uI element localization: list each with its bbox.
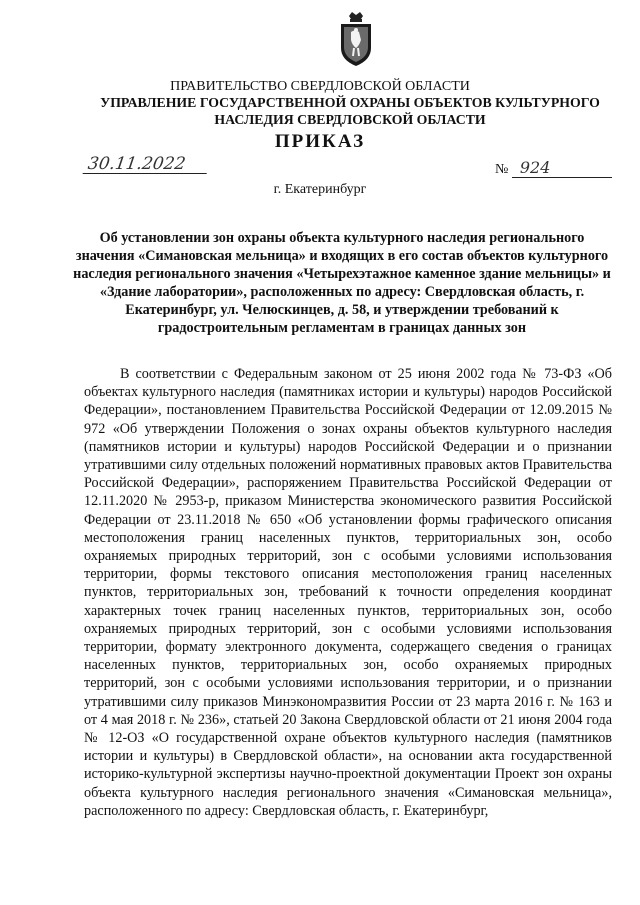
body-paragraph: В соответствии с Федеральным законом от 25 июня 2002 года № 73-ФЗ «Об объектах культурного наследия (памятниках истории и культуры) народов Российской Федерации», постановлением Правительства Российской Федерации от 12.09.2015 № 972 «Об утверждении Положения о зонах охраны объектов культурного наследия (памятников истории и культуры) народов Российской Федерации и о признании утратившими силу отдельных положений нормативных правовых актов Правительства Российской Федерации», распоряжением Правительства Российской Федерации от 12.11.2020 № 2953-р, приказом Министерства экономического развития Российской Федерации от 23.11.2018 № 650 «Об установлении формы графического описания местоположения границ населенных пунктов, территориальных зон, особо охраняемых природных территорий, зон с особыми условиями использования территории, формы текстового описания местоположения границ населенных пунктов, территориальных зон, требований к точности определения координат характерных точек границ населенных пунктов, территориальных зон, особо охраняемых природных территорий, зон с особыми условиями использования территории, формату электронного документа, содержащего сведения о границах населенных пунктов, территориальных зон, особо охраняемых природных территорий, зон с особыми условиями использования территории, и о признании утратившими силу приказов Минэкономразвития России от 23 марта 2016 г. № 163 и от 4 мая 2018 г. № 236», статьей 20 Закона Свердловской области от 21 июня 2004 года № 12-ОЗ «О государственной охране объектов культурного наследия (памятников истории и культуры) в Свердловской области», на основании акта государственной историко-культурной экспертизы научно-проектной документации Проект зон охраны объекта культурного наследия регионального значения «Симановская мельница», расположенного по адресу: Свердловская область, г. Екатеринбург, (84, 366, 612, 819)
document-body (84, 365, 612, 820)
number-label: № (495, 162, 509, 177)
order-date: 30.11.2022 (83, 154, 210, 174)
city: г. Екатеринбург (273, 182, 367, 197)
coat-of-arms-emblem (339, 10, 373, 68)
order-number: 924 (512, 158, 612, 178)
department-name: УПРАВЛЕНИЕ ГОСУДАРСТВЕННОЙ ОХРАНЫ ОБЪЕКТОВ КУЛЬТУРНОГО НАСЛЕДИЯ СВЕРДЛОВСКОЙ ОБЛАСТИ (100, 95, 600, 127)
document-title: Об установлении зон охраны объекта культурного наследия регионального значения «Симановская мельница» и входящих в его состав объектов культурного наследия регионального значения «Четырехэтажное каменное здание мельницы» и «Здание лаборатории», расположенных по адресу: Свердловская область, г. Екатеринбург, ул. Челюскинцев, д. 58, и утверждении требований к градостроительным регламентам в границах данных зон (73, 230, 611, 336)
order-number-block (495, 158, 612, 178)
government-name: ПРАВИТЕЛЬСТВО СВЕРДЛОВСКОЙ ОБЛАСТИ (170, 79, 470, 94)
document-type-title: ПРИКАЗ (274, 131, 366, 152)
